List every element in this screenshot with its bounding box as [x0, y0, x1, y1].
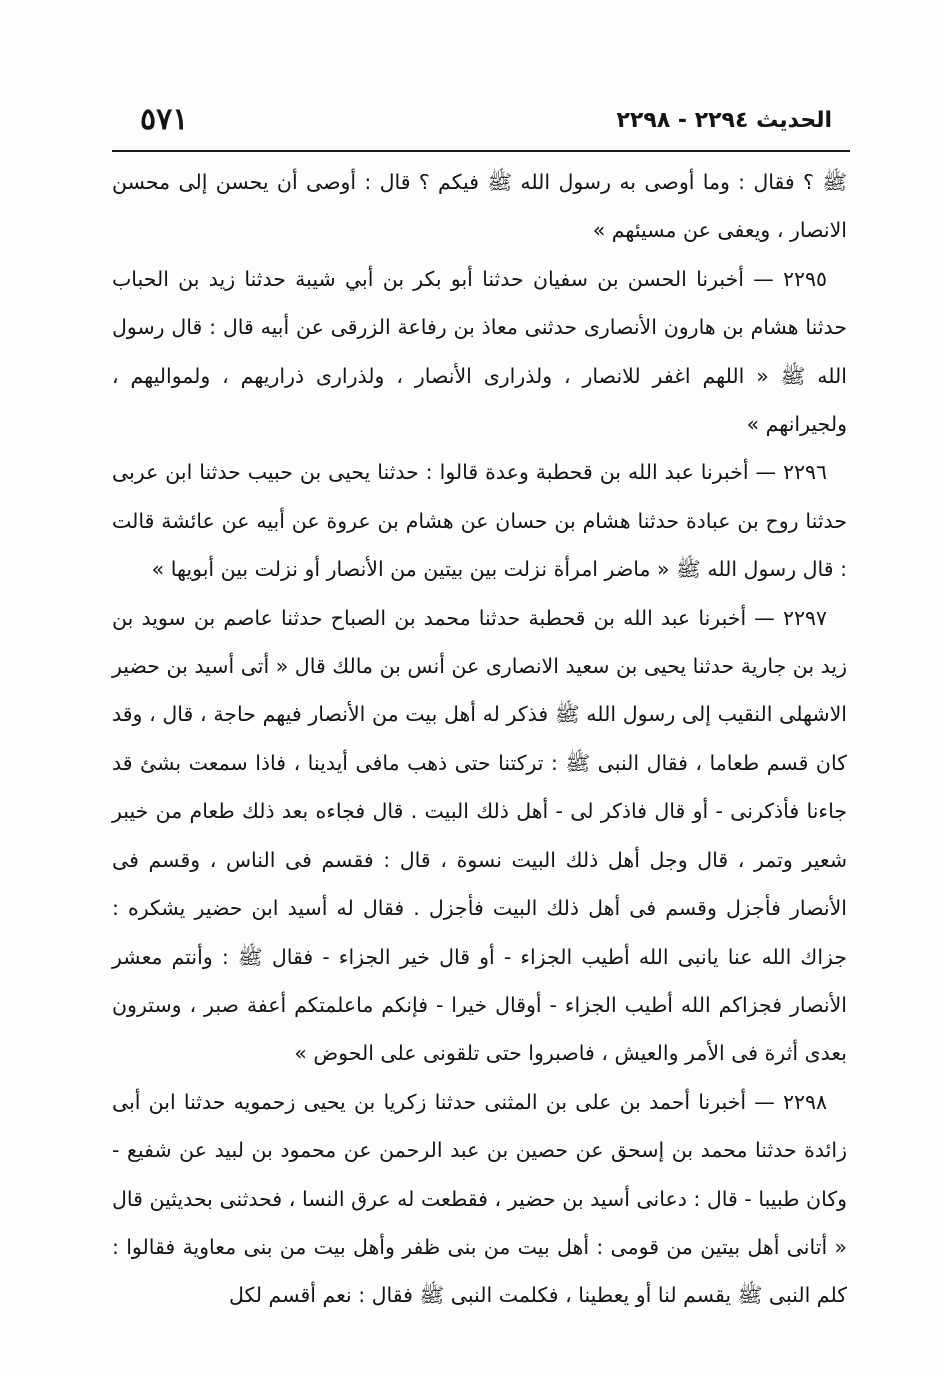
- page-header: [112, 98, 852, 148]
- page-number: ٥٧١: [140, 102, 189, 137]
- header-rule: [112, 150, 850, 152]
- paragraph-continuation: ﷺ ؟ فقال : وما أوصى به رسول الله ﷺ فيكم ؟ قال : أوصى أن يحسن إلى محسن الانصار ، ويعفى عن مسيئهم »: [112, 170, 847, 243]
- hadith-2298: ٢٢٩٨ — أخبرنا أحمد بن على بن المثنى حدثنا زكريا بن يحيى زحمويه حدثنا ابن أبى زائدة حدثنا محمد بن إسحق عن حصين بن عبد الرحمن عن محمود بن لبيد عن شفيع - وكان طبيبا - قال : دعانى أسيد بن حضير ، فقطعت له عرق النسا ، فحدثنى بحديثين قال « أتانى أهل بيتين من قومى : أهل بيت من بنى ظفر وأهل بيت من بنى معاوية فقالوا : كلم النبى ﷺ يقسم لنا أو يعطينا ، فكلمت النبى ﷺ فقال : نعم أقسم لكل: [112, 1089, 847, 1308]
- hadith-2295: ٢٢٩٥ — أخبرنا الحسن بن سفيان حدثنا أبو بكر بن أبي شيبة حدثنا زيد بن الحباب حدثنا هشام بن هارون الأنصارى حدثنى معاذ بن رفاعة الزرقى عن أبيه قال : قال رسول الله ﷺ « اللهم اغفر للانصار ، ولذرارى الأنصار ، ولذرارى ذراريهم ، ولمواليهم ، ولجيرانهم »: [112, 266, 847, 437]
- hadith-2296: ٢٢٩٦ — أخبرنا عبد الله بن قحطبة وعدة قالوا : حدثنا يحيى بن حبيب حدثنا ابن عربى حدثنا روح بن عبادة حدثنا هشام بن حسان عن هشام بن عروة عن أبيه عن عائشة قالت : قال رسول الله ﷺ « ماضر امرأة نزلت بين بيتين من الأنصار أو نزلت بين أبويها »: [112, 460, 847, 582]
- hadith-2297: ٢٢٩٧ — أخبرنا عبد الله بن قحطبة حدثنا محمد بن الصباح حدثنا عاصم بن سويد بن زيد بن جارية حدثنا يحيى بن سعيد الانصارى عن أنس بن مالك قال « أتى أسيد بن حضير الاشهلى النقيب إلى رسول الله ﷺ فذكر له أهل بيت من الأنصار فيهم حاجة ، قال ، وقد كان قسم طعاما ، فقال النبى ﷺ : تركتنا حتى ذهب مافى أيدينا ، فاذا سمعت بشئ قد جاءنا فأذكرنى - أو قال فاذكر لى - أهل ذلك البيت . قال فجاءه بعد ذلك طعام من خيبر شعير وتمر ، قال وجل أهل ذلك البيت نسوة ، قال : فقسم فى الناس ، وقسم فى الأنصار فأجزل وقسم فى أهل ذلك البيت فأجزل . فقال له أسيد ابن حضير يشكره : جزاك الله عنا يانبى الله أطيب الجزاء - أو قال خير الجزاء - فقال ﷺ : وأنتم معشر الأنصار فجزاكم الله أطيب الجزاء - أوقال خيرا - فإنكم ماعلمتكم أعفة صبر ، وسترون بعدى أثرة فى الأمر والعيش ، فاصبروا حتى تلقونى على الحوض »: [112, 605, 847, 1066]
- running-title: الحديث ٢٢٩٤ - ٢٢٩٨: [616, 108, 832, 133]
- hadith-text-body: [112, 158, 847, 1308]
